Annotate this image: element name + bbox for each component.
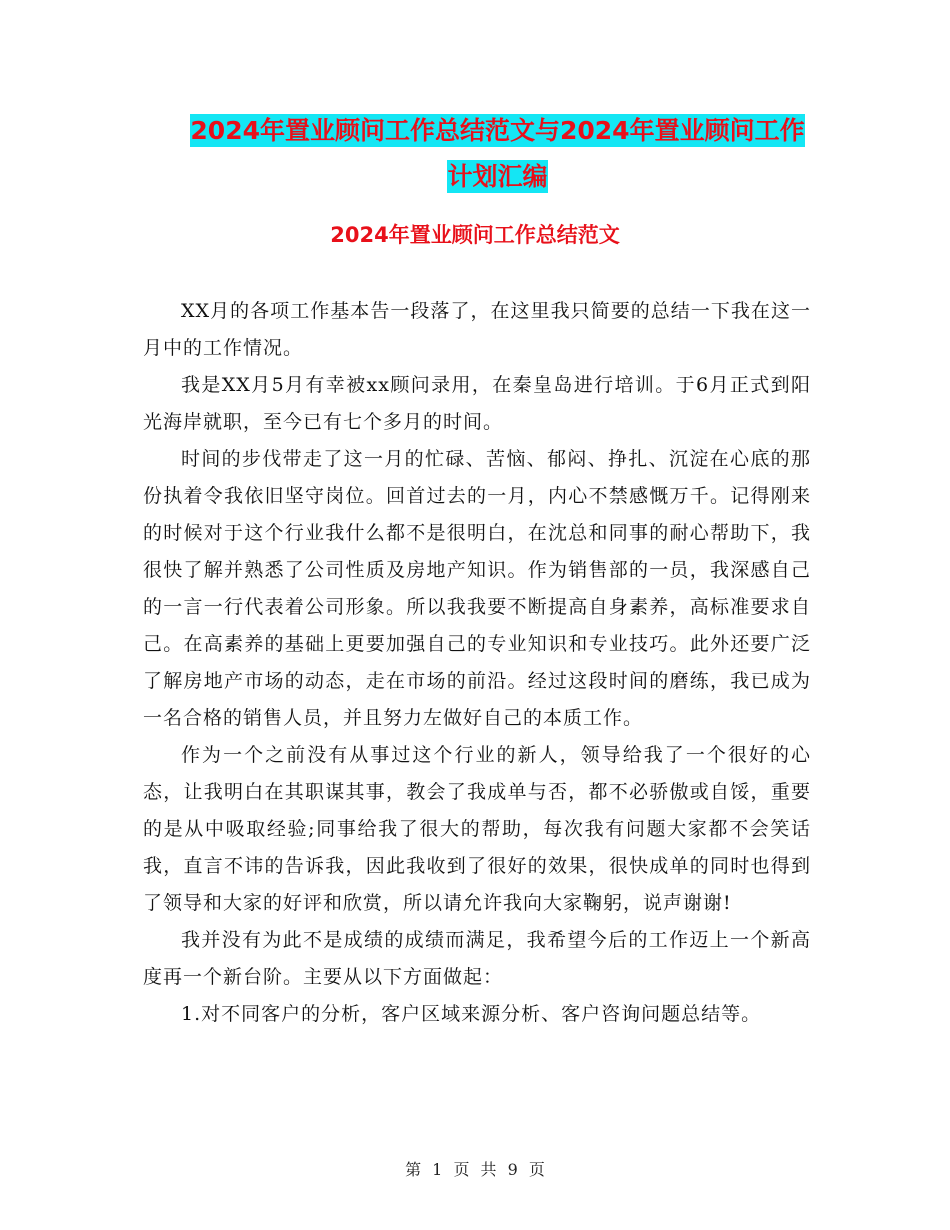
main-title-line-2: 计划汇编 — [447, 162, 548, 191]
paragraph: 我并没有为此不是成绩的成绩而满足，我希望今后的工作迈上一个新高度再一个新台阶。主要从以下方面做起： — [143, 929, 811, 988]
paragraph: 作为一个之前没有从事过这个行业的新人，领导给我了一个很好的心态，让我明白在其职谋其事，教会了我成单与否，都不必骄傲或自馁，重要的是从中吸取经验;同事给我了很大的帮助，每次我有问题大家都不会笑话我，直言不讳的告诉我，因此我收到了很好的效果，很快成单的同时也得到了领导和大家的好评和欣赏，所以请允许我向大家鞠躬，说声谢谢! — [143, 744, 811, 914]
document-main-title — [120, 108, 875, 200]
paragraph: 时间的步伐带走了这一月的忙碌、苦恼、郁闷、挣扎、沉淀在心底的那份执着令我依旧坚守岗位。回首过去的一月，内心不禁感慨万千。记得刚来的时候对于这个行业我什么都不是很明白，在沈总和同事的耐心帮助下，我很快了解并熟悉了公司性质及房地产知识。作为销售部的一员，我深感自己的一言一行代表着公司形象。所以我我要不断提高自身素养，高标准要求自己。在高素养的基础上更要加强自己的专业知识和专业技巧。此外还要广泛了解房地产市场的动态，走在市场的前沿。经过这段时间的磨练，我已成为一名合格的销售人员，并且努力左做好自己的本质工作。 — [143, 448, 811, 729]
section-title: 2024年置业顾问工作总结范文 — [330, 223, 620, 247]
paragraph: XX月的各项工作基本告一段落了，在这里我只简要的总结一下我在这一月中的工作情况。 — [143, 300, 811, 359]
paragraph: 我是XX月5月有幸被xx顾问录用，在秦皇岛进行培训。于6月正式到阳光海岸就职，至今已有七个多月的时间。 — [143, 374, 811, 433]
main-title-line-1: 2024年置业顾问工作总结范文与2024年置业顾问工作 — [190, 116, 805, 145]
page-footer: 第 1 页 共 9 页 — [405, 1160, 545, 1179]
paragraph: 1.对不同客户的分析，客户区域来源分析、客户咨询问题总结等。 — [181, 1003, 762, 1025]
document-body — [143, 293, 811, 1033]
